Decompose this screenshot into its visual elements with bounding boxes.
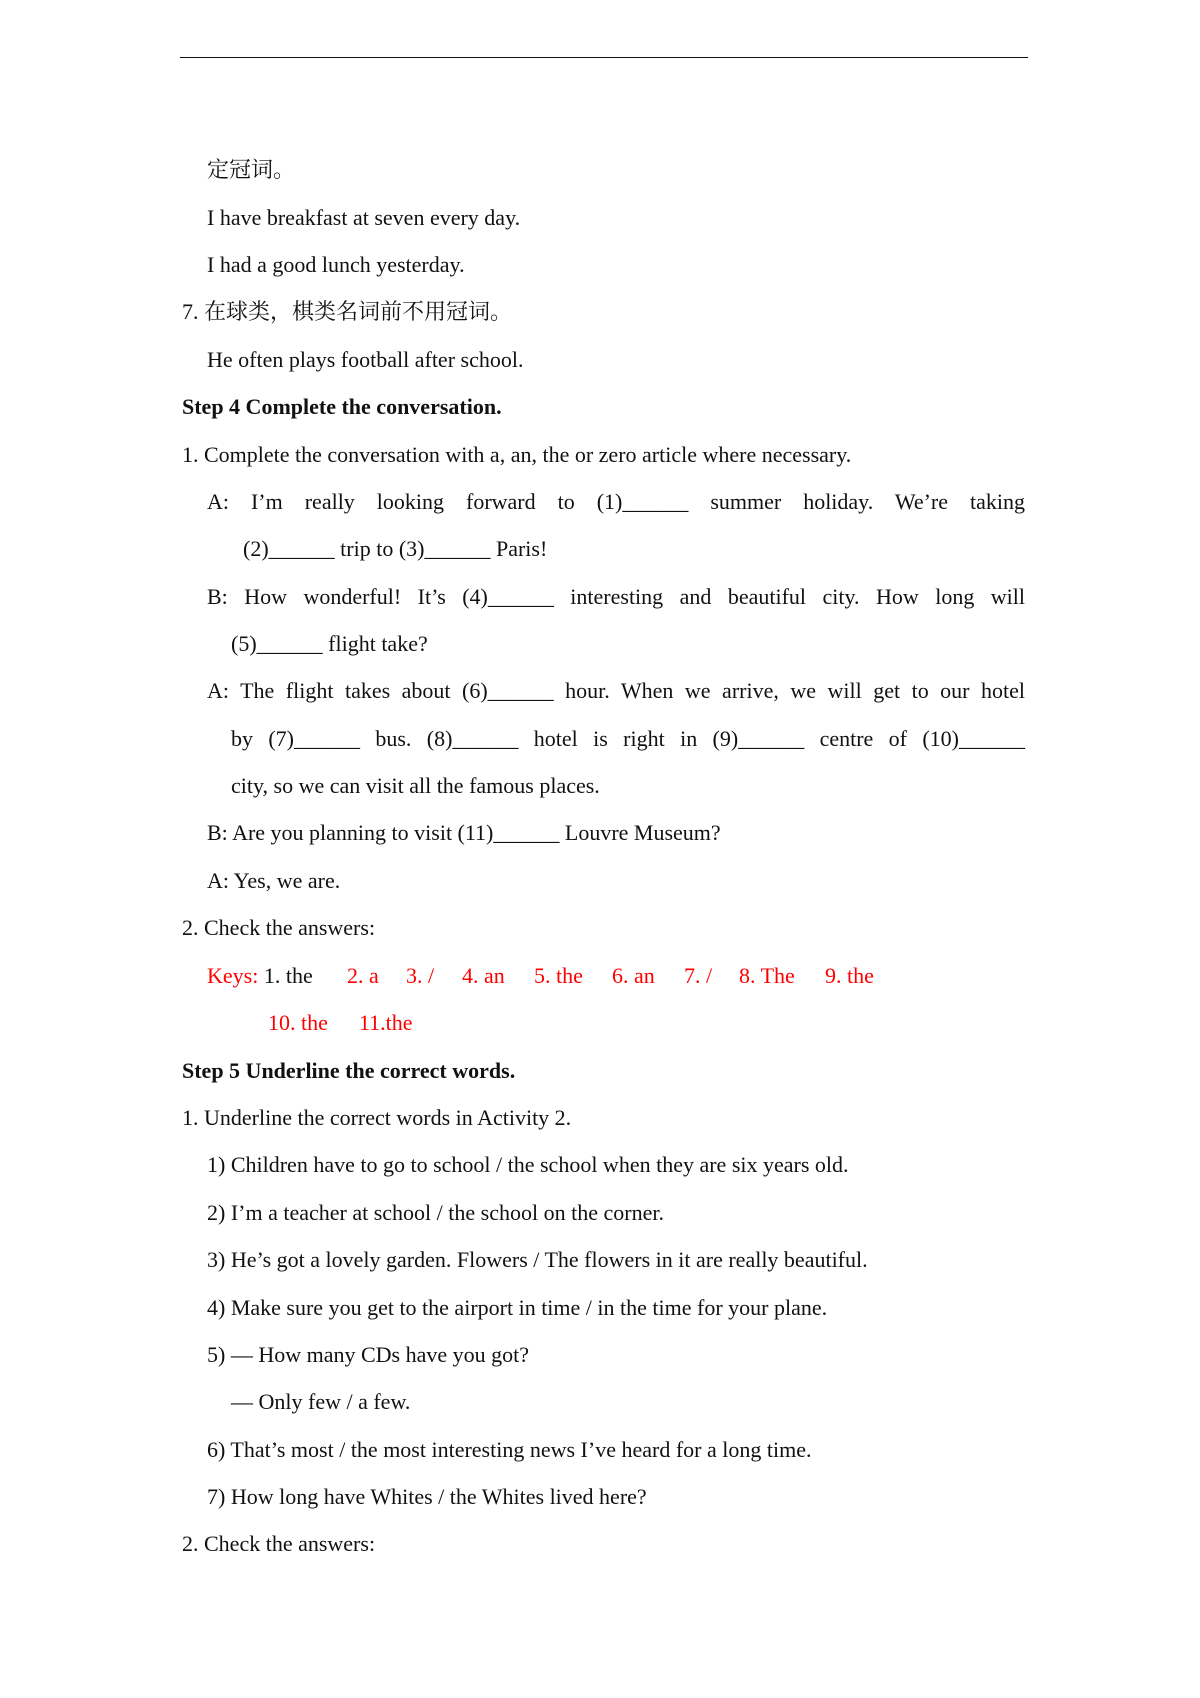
key-item: 1. the bbox=[263, 963, 313, 988]
text-line: I have breakfast at seven every day. bbox=[207, 205, 521, 230]
text-line: 定冠词。 bbox=[207, 157, 296, 182]
instruction-line: 2. Check the answers: bbox=[182, 915, 376, 940]
dialogue-line: A: Yes, we are. bbox=[207, 868, 341, 893]
key-item: 10. the bbox=[268, 1010, 328, 1035]
step-5-heading: Step 5 Underline the correct words. bbox=[182, 1058, 516, 1083]
key-item: 2. a bbox=[347, 963, 379, 988]
key-item: 9. the bbox=[825, 963, 874, 988]
key-item: 11.the bbox=[359, 1010, 413, 1035]
instruction-line: 1. Complete the conversation with a, an, the or zero article where necessary. bbox=[182, 442, 852, 467]
key-item: 6. an bbox=[612, 963, 655, 988]
exercise-item: 7) How long have Whites / the Whites lived here? bbox=[207, 1484, 647, 1509]
exercise-item: 4) Make sure you get to the airport in time / in the time for your plane. bbox=[207, 1295, 828, 1320]
keys-label: Keys: bbox=[207, 963, 259, 988]
exercise-item: 5) — How many CDs have you got? bbox=[207, 1342, 530, 1367]
key-item: 5. the bbox=[534, 963, 583, 988]
key-item: 8. The bbox=[739, 963, 795, 988]
key-item: 3. / bbox=[406, 963, 435, 988]
dialogue-line: B: Are you planning to visit (11)______ Louvre Museum? bbox=[207, 820, 721, 845]
dialogue-line: (5)______ flight take? bbox=[231, 631, 428, 656]
text-line: He often plays football after school. bbox=[207, 347, 524, 372]
exercise-item: 2) I’m a teacher at school / the school on the corner. bbox=[207, 1200, 664, 1225]
exercise-item: 1) Children have to go to school / the school when they are six years old. bbox=[207, 1152, 849, 1177]
instruction-line: 2. Check the answers: bbox=[182, 1531, 376, 1556]
exercise-item: — Only few / a few. bbox=[231, 1389, 411, 1414]
header-rule bbox=[180, 57, 1028, 58]
dialogue-line: B: How wonderful! It’s (4)______ interesting and beautiful city. How long will bbox=[207, 584, 1025, 609]
instruction-line: 1. Underline the correct words in Activity 2. bbox=[182, 1105, 572, 1130]
rule-item-7: 7. 在球类，棋类名词前不用冠词。 bbox=[182, 299, 513, 324]
dialogue-line: city, so we can visit all the famous places. bbox=[231, 773, 600, 798]
answer-keys bbox=[207, 961, 313, 991]
key-item: 7. / bbox=[684, 963, 713, 988]
step-4-heading: Step 4 Complete the conversation. bbox=[182, 394, 502, 419]
text-line: I had a good lunch yesterday. bbox=[207, 252, 465, 277]
exercise-item: 3) He’s got a lovely garden. Flowers / The flowers in it are really beautiful. bbox=[207, 1247, 868, 1272]
dialogue-line: (2)______ trip to (3)______ Paris! bbox=[243, 536, 548, 561]
exercise-item: 6) That’s most / the most interesting news I’ve heard for a long time. bbox=[207, 1437, 812, 1462]
dialogue-line: A: The flight takes about (6)______ hour. When we arrive, we will get to our hotel bbox=[207, 678, 1025, 703]
dialogue-line: A: I’m really looking forward to (1)______ summer holiday. We’re taking bbox=[207, 489, 1025, 514]
dialogue-line: by (7)______ bus. (8)______ hotel is right in (9)______ centre of (10)______ bbox=[231, 726, 1025, 751]
key-item: 4. an bbox=[462, 963, 505, 988]
